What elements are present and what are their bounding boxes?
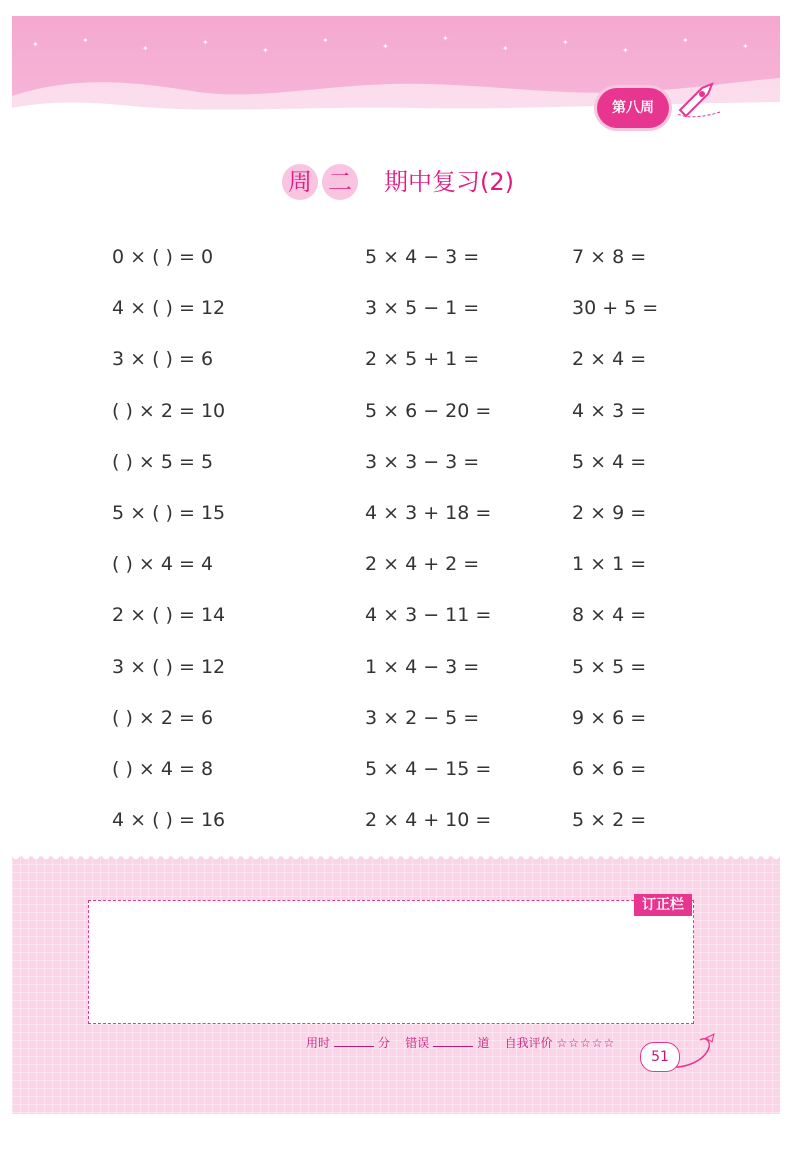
- exercise-item: 2 × 5 + 1 =: [365, 348, 480, 371]
- exercise-item: 6 × 6 =: [572, 757, 647, 780]
- exercise-item: 3 × 3 − 3 =: [365, 450, 480, 473]
- day-char-week: 周: [288, 168, 312, 196]
- correction-box[interactable]: [88, 900, 694, 1024]
- self-assessment-line: [306, 1034, 615, 1051]
- correction-label: 订正栏: [634, 894, 692, 916]
- time-unit: 分: [378, 1036, 391, 1050]
- exercise-column-3: [572, 240, 658, 854]
- exercise-item: 9 × 6 =: [572, 706, 647, 729]
- exercise-item: 4 × ( ) = 16: [112, 809, 226, 832]
- exercise-item: 7 × 8 =: [572, 246, 647, 268]
- page-number: 51: [640, 1042, 680, 1072]
- exercise-item: 5 × 4 =: [572, 450, 647, 473]
- exercise-item: 3 × 2 − 5 =: [365, 706, 480, 729]
- exercise-item: ( ) × 2 = 10: [112, 399, 226, 422]
- exercise-item: ( ) × 4 = 4: [112, 553, 214, 576]
- exercise-item: 4 × 3 − 11 =: [365, 604, 492, 627]
- rating-stars[interactable]: ☆☆☆☆☆: [556, 1036, 616, 1050]
- rocket-icon: [672, 80, 722, 120]
- error-unit: 道: [477, 1036, 490, 1050]
- worksheet-page: [12, 16, 780, 1114]
- exercise-item: 5 × 4 − 3 =: [365, 246, 480, 268]
- exercise-item: 8 × 4 =: [572, 604, 647, 627]
- exercise-item: 5 × 4 − 15 =: [365, 757, 492, 780]
- time-blank[interactable]: [334, 1036, 374, 1047]
- exercise-item: 3 × ( ) = 6: [112, 348, 214, 371]
- exercise-item: 3 × ( ) = 12: [112, 655, 226, 678]
- exercise-item: 5 × 2 =: [572, 809, 647, 832]
- exercise-item: 1 × 1 =: [572, 553, 647, 576]
- exercise-item: 0 × ( ) = 0: [112, 246, 214, 268]
- title-text: 期中复习(2): [384, 168, 514, 196]
- error-blank[interactable]: [433, 1036, 473, 1047]
- header-band: ✦ ✦ ✦ ✦ ✦ ✦ ✦ ✦ ✦ ✦ ✦ ✦ ✦: [12, 16, 780, 111]
- self-eval-label: 自我评价: [504, 1036, 553, 1050]
- exercise-item: 4 × ( ) = 12: [112, 297, 226, 320]
- week-badge: [597, 88, 669, 128]
- exercise-item: 2 × ( ) = 14: [112, 604, 226, 627]
- exercise-item: 1 × 4 − 3 =: [365, 655, 480, 678]
- correction-area: [12, 856, 780, 1114]
- exercise-column-2: [365, 240, 491, 854]
- exercise-item: 5 × ( ) = 15: [112, 501, 226, 524]
- exercise-item: 2 × 9 =: [572, 501, 647, 524]
- exercise-item: 2 × 4 + 10 =: [365, 809, 492, 832]
- exercise-item: 30 + 5 =: [572, 297, 659, 320]
- exercise-item: 4 × 3 + 18 =: [365, 501, 492, 524]
- exercise-item: 2 × 4 + 2 =: [365, 553, 480, 576]
- day-char-two: 二: [328, 168, 352, 196]
- exercise-item: ( ) × 2 = 6: [112, 706, 214, 729]
- exercise-item: 4 × 3 =: [572, 399, 647, 422]
- exercise-item: ( ) × 4 = 8: [112, 757, 214, 780]
- exercise-item: 3 × 5 − 1 =: [365, 297, 480, 320]
- week-label: 第八周: [612, 100, 654, 116]
- exercise-item: ( ) × 5 = 5: [112, 450, 214, 473]
- error-label: 错误: [405, 1036, 430, 1050]
- exercise-item: 5 × 6 − 20 =: [365, 399, 492, 422]
- time-label: 用时: [306, 1036, 331, 1050]
- exercise-column-1: [112, 240, 225, 854]
- exercise-item: 5 × 5 =: [572, 655, 647, 678]
- exercise-item: 2 × 4 =: [572, 348, 647, 371]
